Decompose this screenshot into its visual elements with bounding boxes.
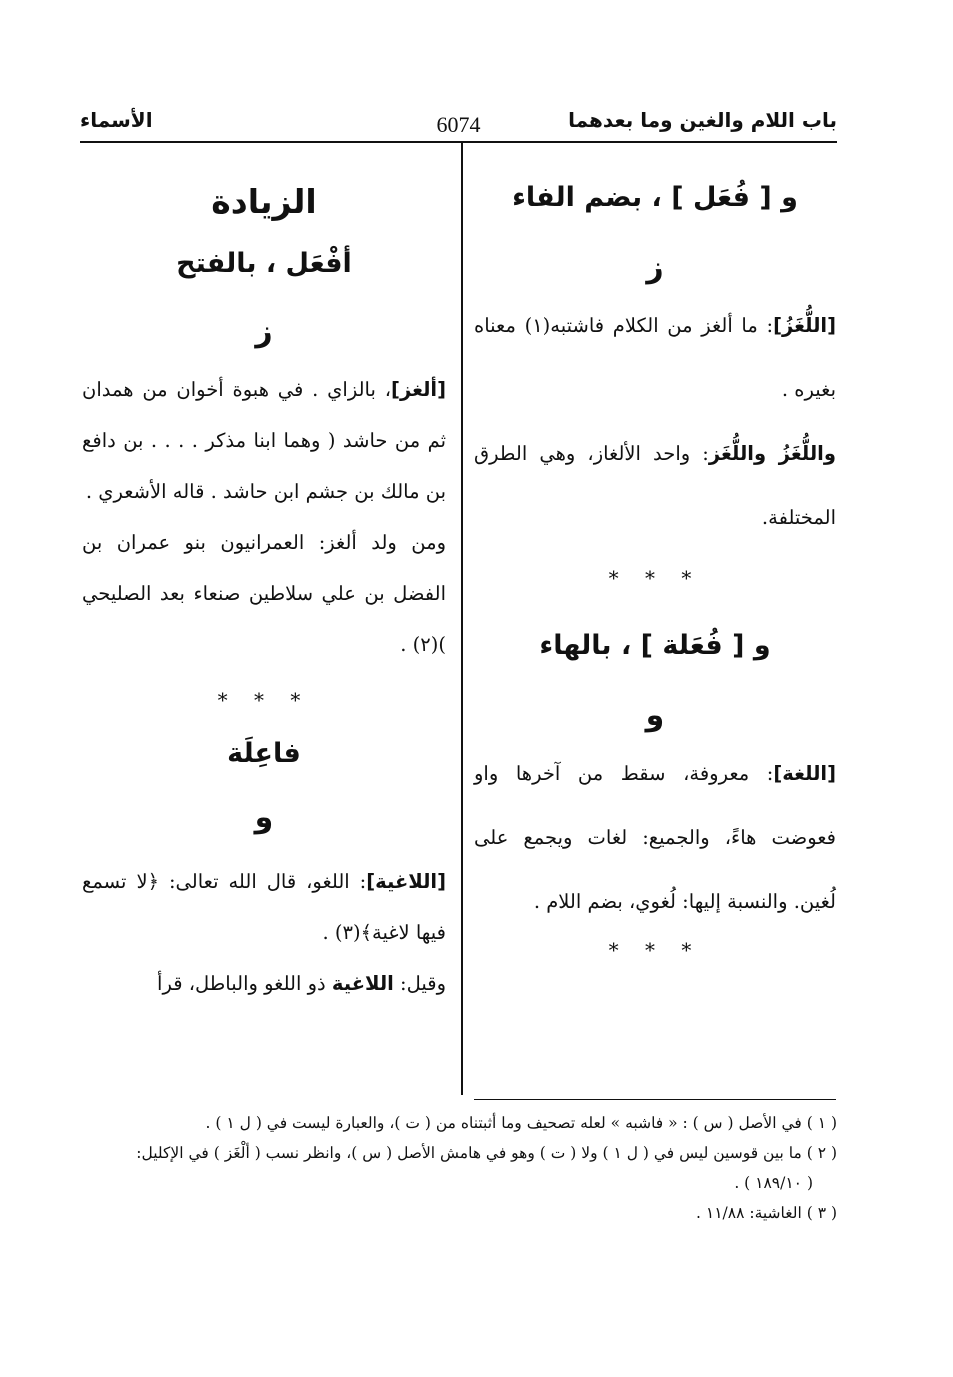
entry-term: [اللاغية] <box>366 870 446 893</box>
right-column <box>474 160 836 962</box>
entry-allughaz-plural <box>474 422 836 550</box>
section-separator: * * * <box>608 566 702 590</box>
footnote-3: ( ٣ ) الغاشية: ١١/٨٨ . <box>696 1204 837 1222</box>
footnote-1: ( ١ ) في الأصل ( س ) : « فاشبه » لعله تصحيف وما أثبتناه من ( ت )، والعبارة ليست في ( ل ١ ) . <box>205 1114 837 1132</box>
entry-text: ، بالزاي . في هبوة أخوان من همدان ثم من حاشد ( وهما ابنا مذكر . . . . بن دافع بن مالك بن جشم ابن حاشد . قاله الأشعري . <box>82 378 446 503</box>
heading-fuala: و [ فُعَلة ] ، بالهاء <box>539 630 771 661</box>
page-number: 6074 <box>436 112 481 137</box>
entry-text: : اللغو، قال الله تعالى: ﴿لا تسمع فيها لاغية﴾(٣) . <box>82 870 446 944</box>
entry-allaghiya-note <box>82 958 446 1009</box>
heading-faila: فاعِلَة <box>227 738 301 769</box>
entry-alghaz <box>82 364 446 517</box>
root-letter-waw: و <box>254 800 274 835</box>
entry-term: [ألغز] <box>391 378 446 401</box>
entry-text: : معروفة، سقط من آخرها واو فعوضت هاءً، والجميع: لغات ويجمع على لُغين. والنسبة إليها: لُغوي، بضم اللام . <box>474 762 836 913</box>
section-separator: * * * <box>608 938 702 962</box>
section-separator: * * * <box>217 688 311 712</box>
header-rule <box>80 141 837 143</box>
heading-fual: و [ فُعَل ] ، بضم الفاء <box>512 182 798 213</box>
footnotes <box>82 1108 837 1228</box>
entry-text: : ما ألغز من الكلام فاشتبه(١) معناه بغيره . <box>474 314 836 401</box>
footnote-2: ( ٢ ) ما بين قوسين ليس في ( ل ١ ) ولا ( ت ) وهو في هامش الأصل ( س )، وانظر نسب ( ألْغَز ) في الإكليل: <box>136 1144 837 1162</box>
entry-text: ذو اللغو والباطل، قرأ <box>157 972 332 995</box>
page-header <box>80 98 837 142</box>
left-column <box>82 160 446 1009</box>
entry-term: اللاغية <box>331 972 394 995</box>
entry-allaghiya <box>82 856 446 958</box>
footnote-rule <box>474 1099 836 1100</box>
entry-term: واللُّغَزُ واللُّغَز <box>708 442 836 465</box>
entry-term: [اللُّغَزُ] <box>773 314 836 337</box>
chapter-title: باب اللام والغين وما بعدهما <box>568 108 837 132</box>
entry-allughaz <box>474 294 836 422</box>
entry-text: وقيل: <box>393 972 446 995</box>
footnote-2-continued: ( ١٨٩/١٠ ) . <box>734 1174 813 1192</box>
entry-allugha <box>474 742 836 934</box>
heading-afal: أفْعَل ، بالفتح <box>176 248 352 279</box>
entry-text: : واحد الألغاز، وهي الطرق المختلفة. <box>474 442 836 529</box>
root-letter-zay: ز <box>646 250 664 285</box>
section-title: الأسماء <box>80 108 153 132</box>
heading-alziyada: الزيادة <box>211 182 317 221</box>
entry-alghaz-descendants: ومن ولد ألغز: العمرانيون بنو عمران بن الفضل بن علي سلاطين صنعاء بعد الصليحي )(٢) . <box>82 531 446 656</box>
entry-term: [اللغة] <box>773 762 836 785</box>
root-letter-zay: ز <box>255 314 273 349</box>
root-letter-waw: و <box>645 698 665 733</box>
column-divider <box>461 143 463 1095</box>
